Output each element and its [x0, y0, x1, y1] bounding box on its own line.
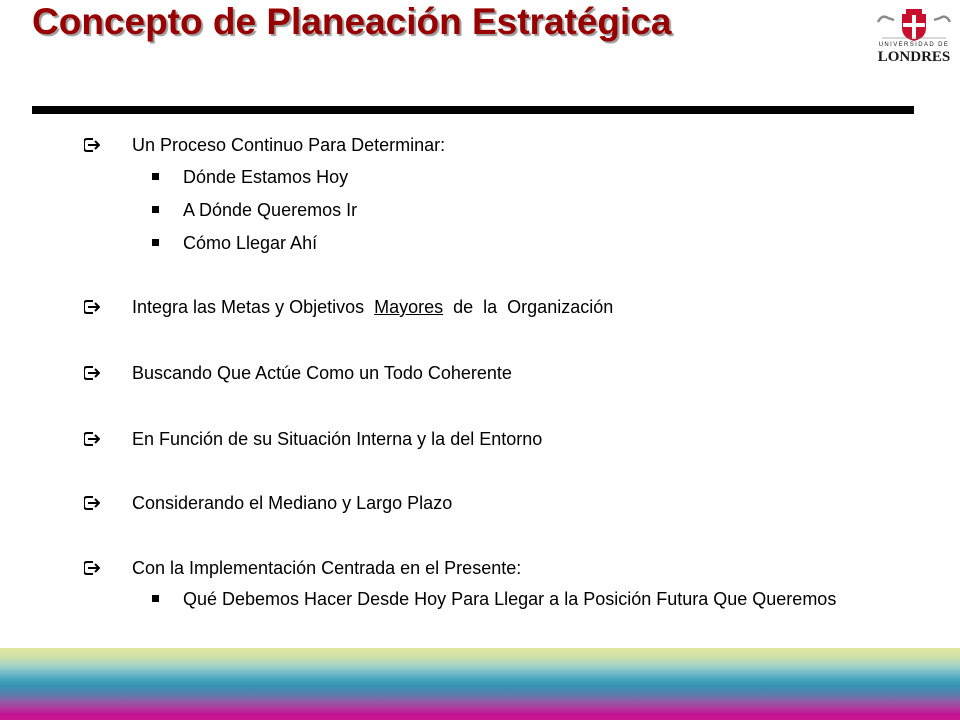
sub-bullet-text: Dónde Estamos Hoy: [183, 167, 349, 187]
arrow-bullet-icon: [84, 300, 100, 314]
title-divider: [32, 106, 914, 114]
crest-icon: [872, 8, 956, 42]
bullet-text-pre: Integra las Metas y Objetivos: [132, 297, 375, 317]
bullet-text: Considerando el Mediano y Largo Plazo: [132, 493, 453, 513]
underlined-word: Mayores: [374, 297, 444, 317]
bullet-text-post: de la Organización: [443, 297, 614, 317]
bullet-text: Un Proceso Continuo Para Determinar:: [132, 135, 446, 155]
square-bullet-icon: [152, 595, 159, 602]
logo-subtitle: UNIVERSIDAD DE: [878, 42, 950, 48]
bullet-text: [132, 296, 613, 318]
university-logo: [872, 8, 956, 66]
sub-bullet-text: A Dónde Queremos Ir: [183, 200, 358, 220]
bullet-text: Buscando Que Actúe Como un Todo Coherente: [132, 363, 512, 383]
arrow-bullet-icon: [84, 561, 100, 575]
square-bullet-icon: [152, 173, 159, 180]
slide-title: Concepto de Planeación Estratégica: [32, 1, 672, 42]
decorative-color-bands: [0, 648, 960, 720]
square-bullet-icon: [152, 206, 159, 213]
square-bullet-icon: [152, 239, 159, 246]
bullet-text: En Función de su Situación Interna y la del Entorno: [132, 429, 543, 449]
logo-name: LONDRES: [877, 49, 951, 65]
sub-bullet-text: Qué Debemos Hacer Desde Hoy Para Llegar a la Posición Futura Que Queremos: [183, 589, 837, 609]
arrow-bullet-icon: [84, 366, 100, 380]
arrow-bullet-icon: [84, 432, 100, 446]
arrow-bullet-icon: [84, 138, 100, 152]
sub-bullet-text: Cómo Llegar Ahí: [183, 233, 318, 253]
bullet-text: Con la Implementación Centrada en el Presente:: [132, 558, 522, 578]
arrow-bullet-icon: [84, 496, 100, 510]
